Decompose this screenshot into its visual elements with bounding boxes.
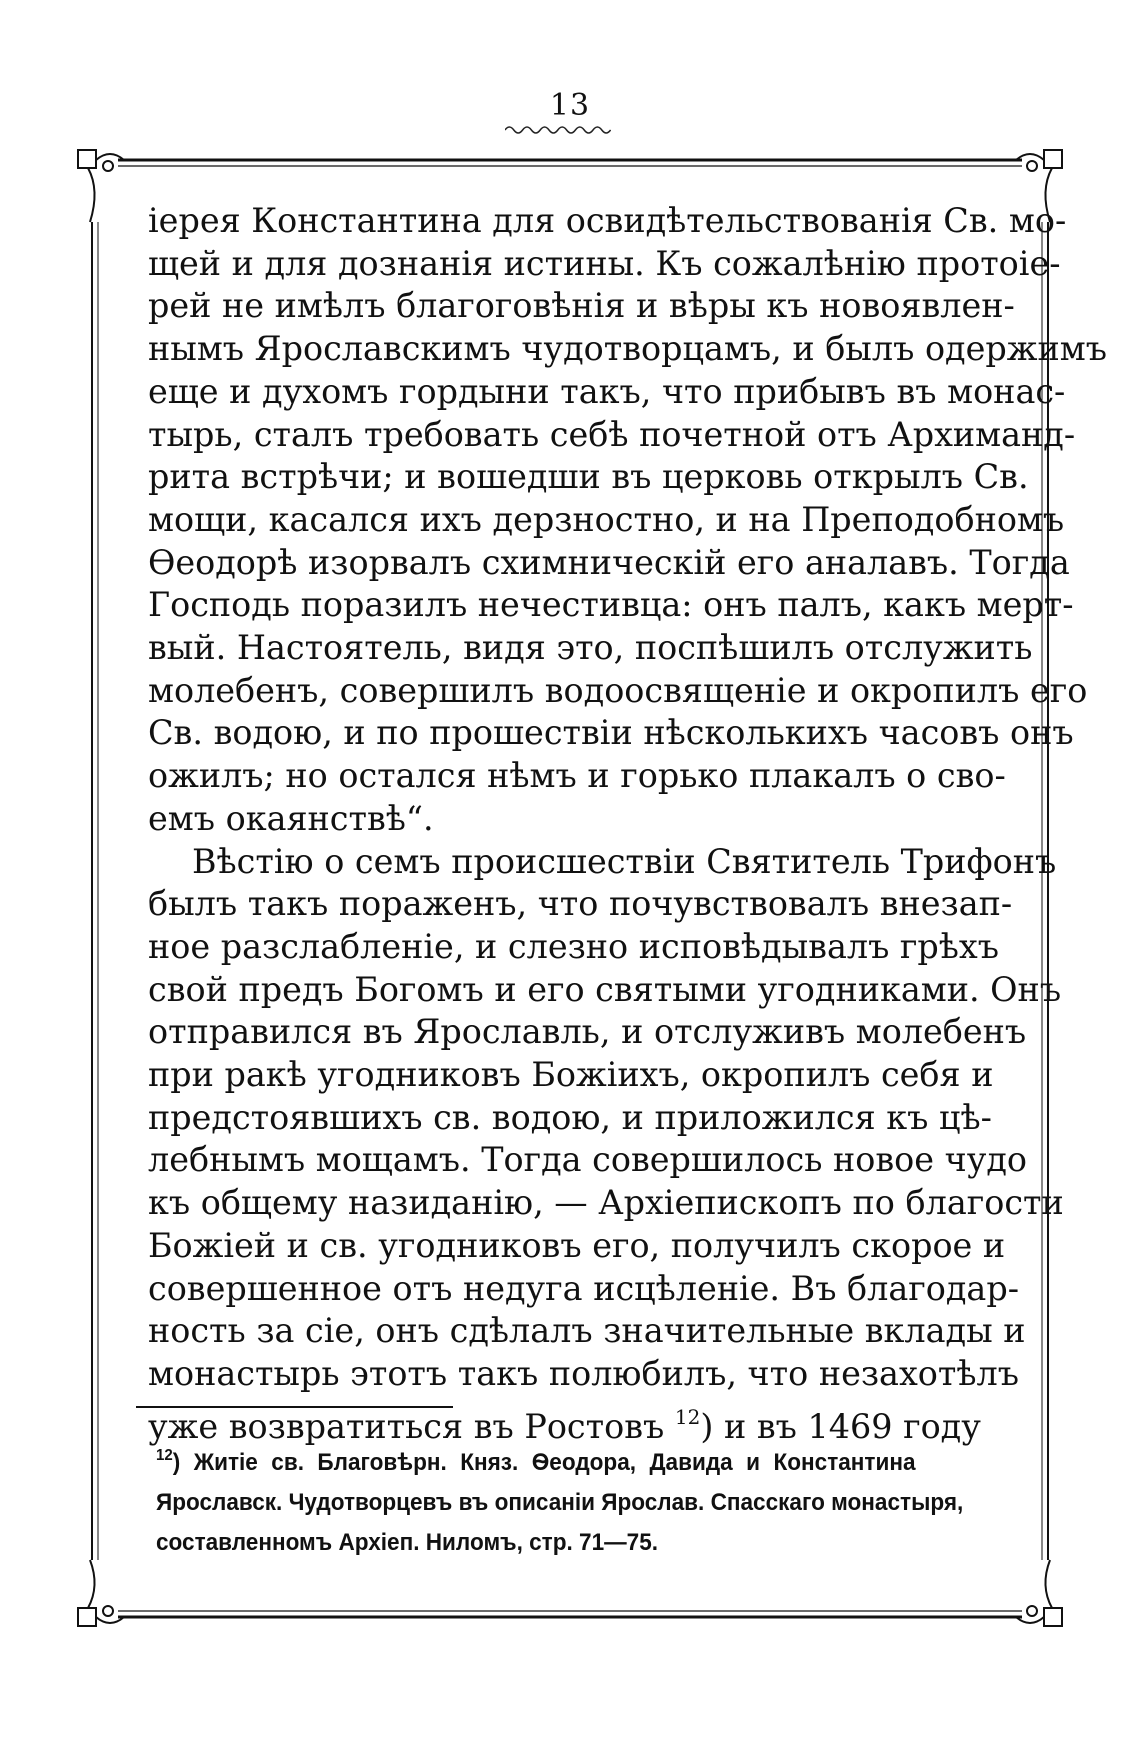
text-line: монастырь этотъ такъ полюбилъ, что незахотѣлъ [148,1353,1019,1393]
text-line: вый. Настоятель, видя это, поспѣшилъ отслужить [148,628,1033,668]
text-line: молебенъ, совершилъ водоосвященіе и окропилъ его [148,670,1088,710]
text-line: тырь, сталъ требовать себѣ почетной отъ Архиманд- [148,414,1076,454]
footnote-line: Ярославск. Чудотворцевъ въ описаніи Ярослав. Спасскаго монастыря, [156,1489,964,1516]
wavy-ornament-icon [505,124,611,136]
paragraph-2 [148,841,1064,1449]
text-line: нымъ Ярославскимъ чудотворцамъ, и былъ одержимъ [148,329,1107,369]
text-line: лебнымъ мощамъ. Тогда совершилось новое чудо [148,1140,1028,1180]
text-line: ожилъ; но остался нѣмъ и горько плакалъ о сво- [148,756,1006,796]
corner-ornament-bottom-left-icon [78,1560,124,1626]
text-line: Св. водою, и по прошествіи нѣсколькихъ часовъ онъ [148,713,1074,753]
text-segment: уже возвратиться въ Ростовъ [148,1406,675,1446]
paragraph-1 [148,200,1107,841]
text-line: еще и духомъ гордыни такъ, что прибывъ въ монас- [148,371,1066,411]
text-line: іерея Константина для освидѣтельствованія Св. мо- [148,201,1067,240]
corner-ornament-bottom-right-icon [1016,1560,1062,1626]
text-line: ность за сіе, онъ сдѣлалъ значительные вклады и [148,1311,1026,1351]
text-line: совершенное отъ недуга исцѣленіе. Въ благодар- [148,1268,1019,1308]
text-line: рита встрѣчи; и вошедши въ церковь открылъ Св. [148,457,1029,497]
body-text [148,200,1107,1448]
text-segment: ) и въ 1469 году [700,1406,981,1446]
text-line: свой предъ Богомъ и его святыми угодниками. Онъ [148,969,1062,1009]
footnote-line: составленномъ Архіеп. Ниломъ, стр. 71—75. [156,1529,659,1556]
text-line: предстоявшихъ св. водою, и приложился къ цѣ- [148,1097,992,1137]
text-line: къ общему назиданію, — Архіепископъ по благости [148,1183,1064,1223]
footnote-separator [136,1406,453,1408]
text-line: Господь поразилъ нечестивца: онъ палъ, какъ мерт- [148,585,1074,625]
footnote-line [156,1436,916,1483]
footnote-text: ) Житіе св. Благовѣрн. Княз. Ѳеодора, Давида и Константина [172,1449,916,1476]
text-line: Вѣстію о семъ происшествіи Святитель Трифонъ [192,841,1057,881]
text-line: Божіей и св. угодниковъ его, получилъ скорое и [148,1225,1006,1265]
text-line: мощи, касался ихъ дерзностно, и на Преподобномъ [148,499,1065,539]
text-line: при ракѣ угодниковъ Божіихъ, окропилъ себя и [148,1055,994,1095]
text-line: отправился въ Ярославль, и отслуживъ молебенъ [148,1012,1027,1052]
footnote [156,1436,964,1563]
text-line: рей не имѣлъ благоговѣнія и вѣры къ новоявлен- [148,286,1015,326]
text-line: емъ окаянствѣ“. [148,798,434,838]
text-line: ное разслабленіе, и слезно исповѣдывалъ грѣхъ [148,926,1000,966]
text-line: былъ такъ пораженъ, что почувствовалъ внезап- [148,884,1013,924]
corner-ornament-top-left-icon [78,150,124,222]
text-line: щей и для дознанія истины. Къ сожалѣнію протоіе- [148,243,1061,283]
text-line: Ѳеодорѣ изорвалъ схимническій его аналавъ. Тогда [148,542,1070,582]
footnote-reference[interactable]: 12 [674,1404,701,1429]
footnote-mark: 12 [156,1447,173,1464]
page-number: 13 [549,88,591,123]
